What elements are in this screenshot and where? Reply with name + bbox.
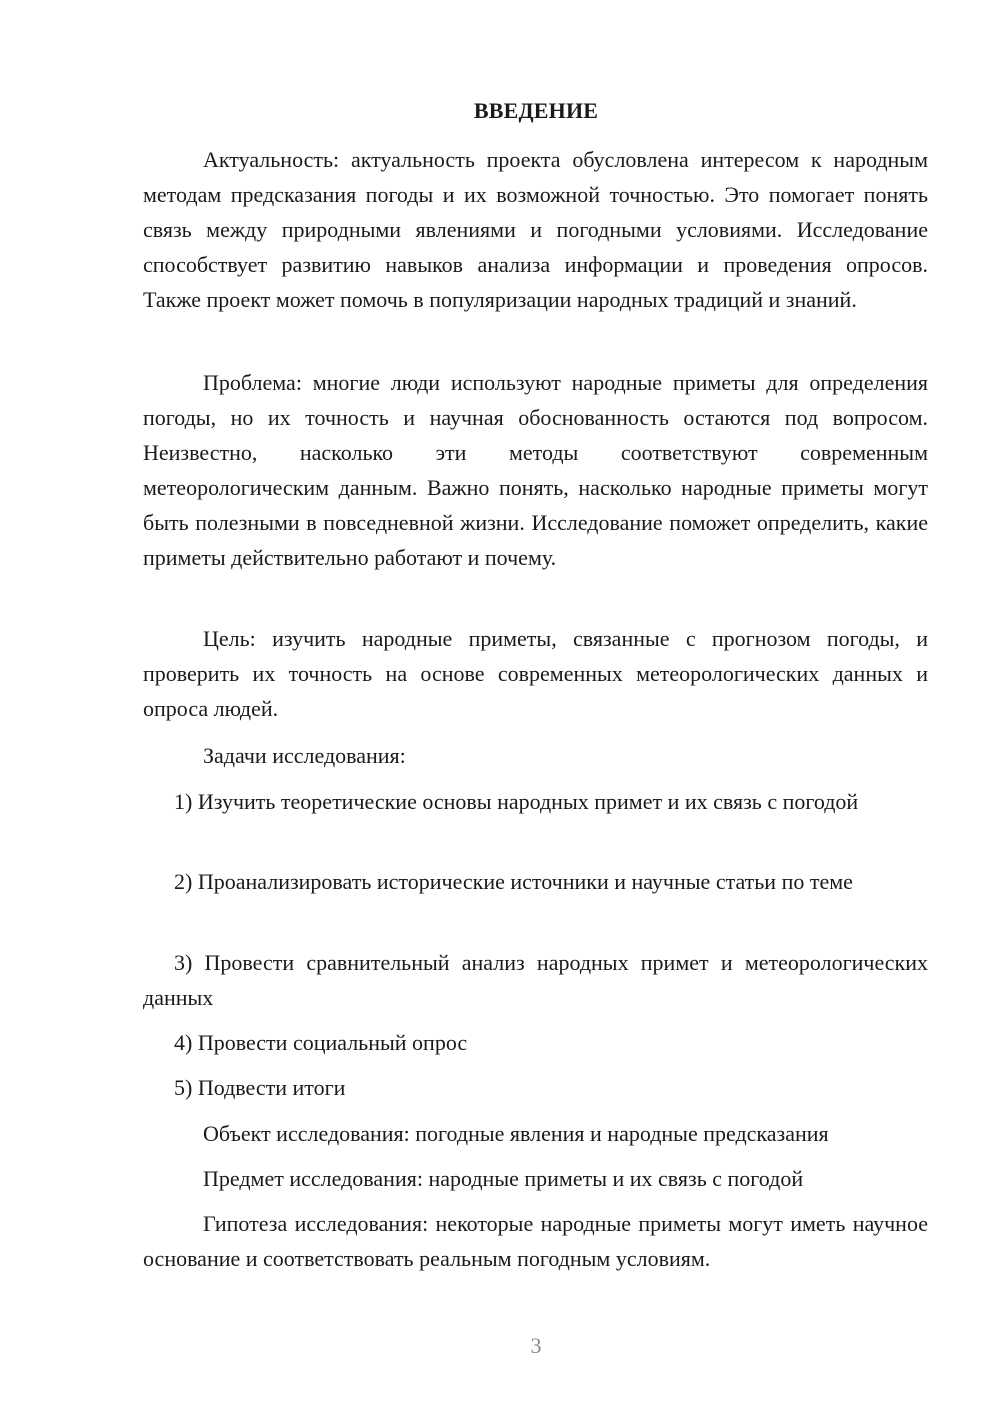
tasks-title: Задачи исследования: (203, 743, 406, 768)
section-heading: ВВЕДЕНИЕ (473, 98, 599, 123)
relevance-paragraph: Актуальность: актуальность проекта обусловлена интересом к народным методам предсказания погоды и их возможной точностью. Это помогает понять связь между природными явлениями и погодными условиями. Исследование способствует развитию навыков анализа информации и проведения опросов. Также проект может помочь в популяризации народных традиций и знаний. (143, 147, 928, 312)
subject-paragraph: Предмет исследования: народные приметы и их связь с погодой (203, 1166, 804, 1191)
task-item-4: 4) Провести социальный опрос (174, 1030, 468, 1055)
goal-paragraph: Цель: изучить народные приметы, связанные с прогнозом погоды, и проверить их точность на основе современных метеорологических данных и опроса людей. (143, 626, 928, 721)
task-item-5: 5) Подвести итоги (174, 1075, 346, 1100)
hypothesis-paragraph: Гипотеза исследования: некоторые народные приметы могут иметь научное основание и соответствовать реальным погодным условиям. (143, 1211, 928, 1271)
task-item-3: 3) Провести сравнительный анализ народных примет и метеорологических данных (143, 950, 928, 1010)
page-number: 3 (530, 1333, 542, 1358)
object-paragraph: Объект исследования: погодные явления и народные предсказания (203, 1121, 829, 1146)
problem-paragraph: Проблема: многие люди используют народные приметы для определения погоды, но их точность и научная обоснованность остаются под вопросом. Неизвестно, насколько эти методы соответствуют современным метеорологическим данным. Важно понять, насколько народные приметы могут быть полезными в повседневной жизни. Исследование поможет определить, какие приметы действительно работают и почему. (143, 370, 928, 570)
task-item-1: 1) Изучить теоретические основы народных примет и их связь с погодой (174, 789, 859, 814)
task-item-2: 2) Проанализировать исторические источники и научные статьи по теме (174, 869, 853, 894)
